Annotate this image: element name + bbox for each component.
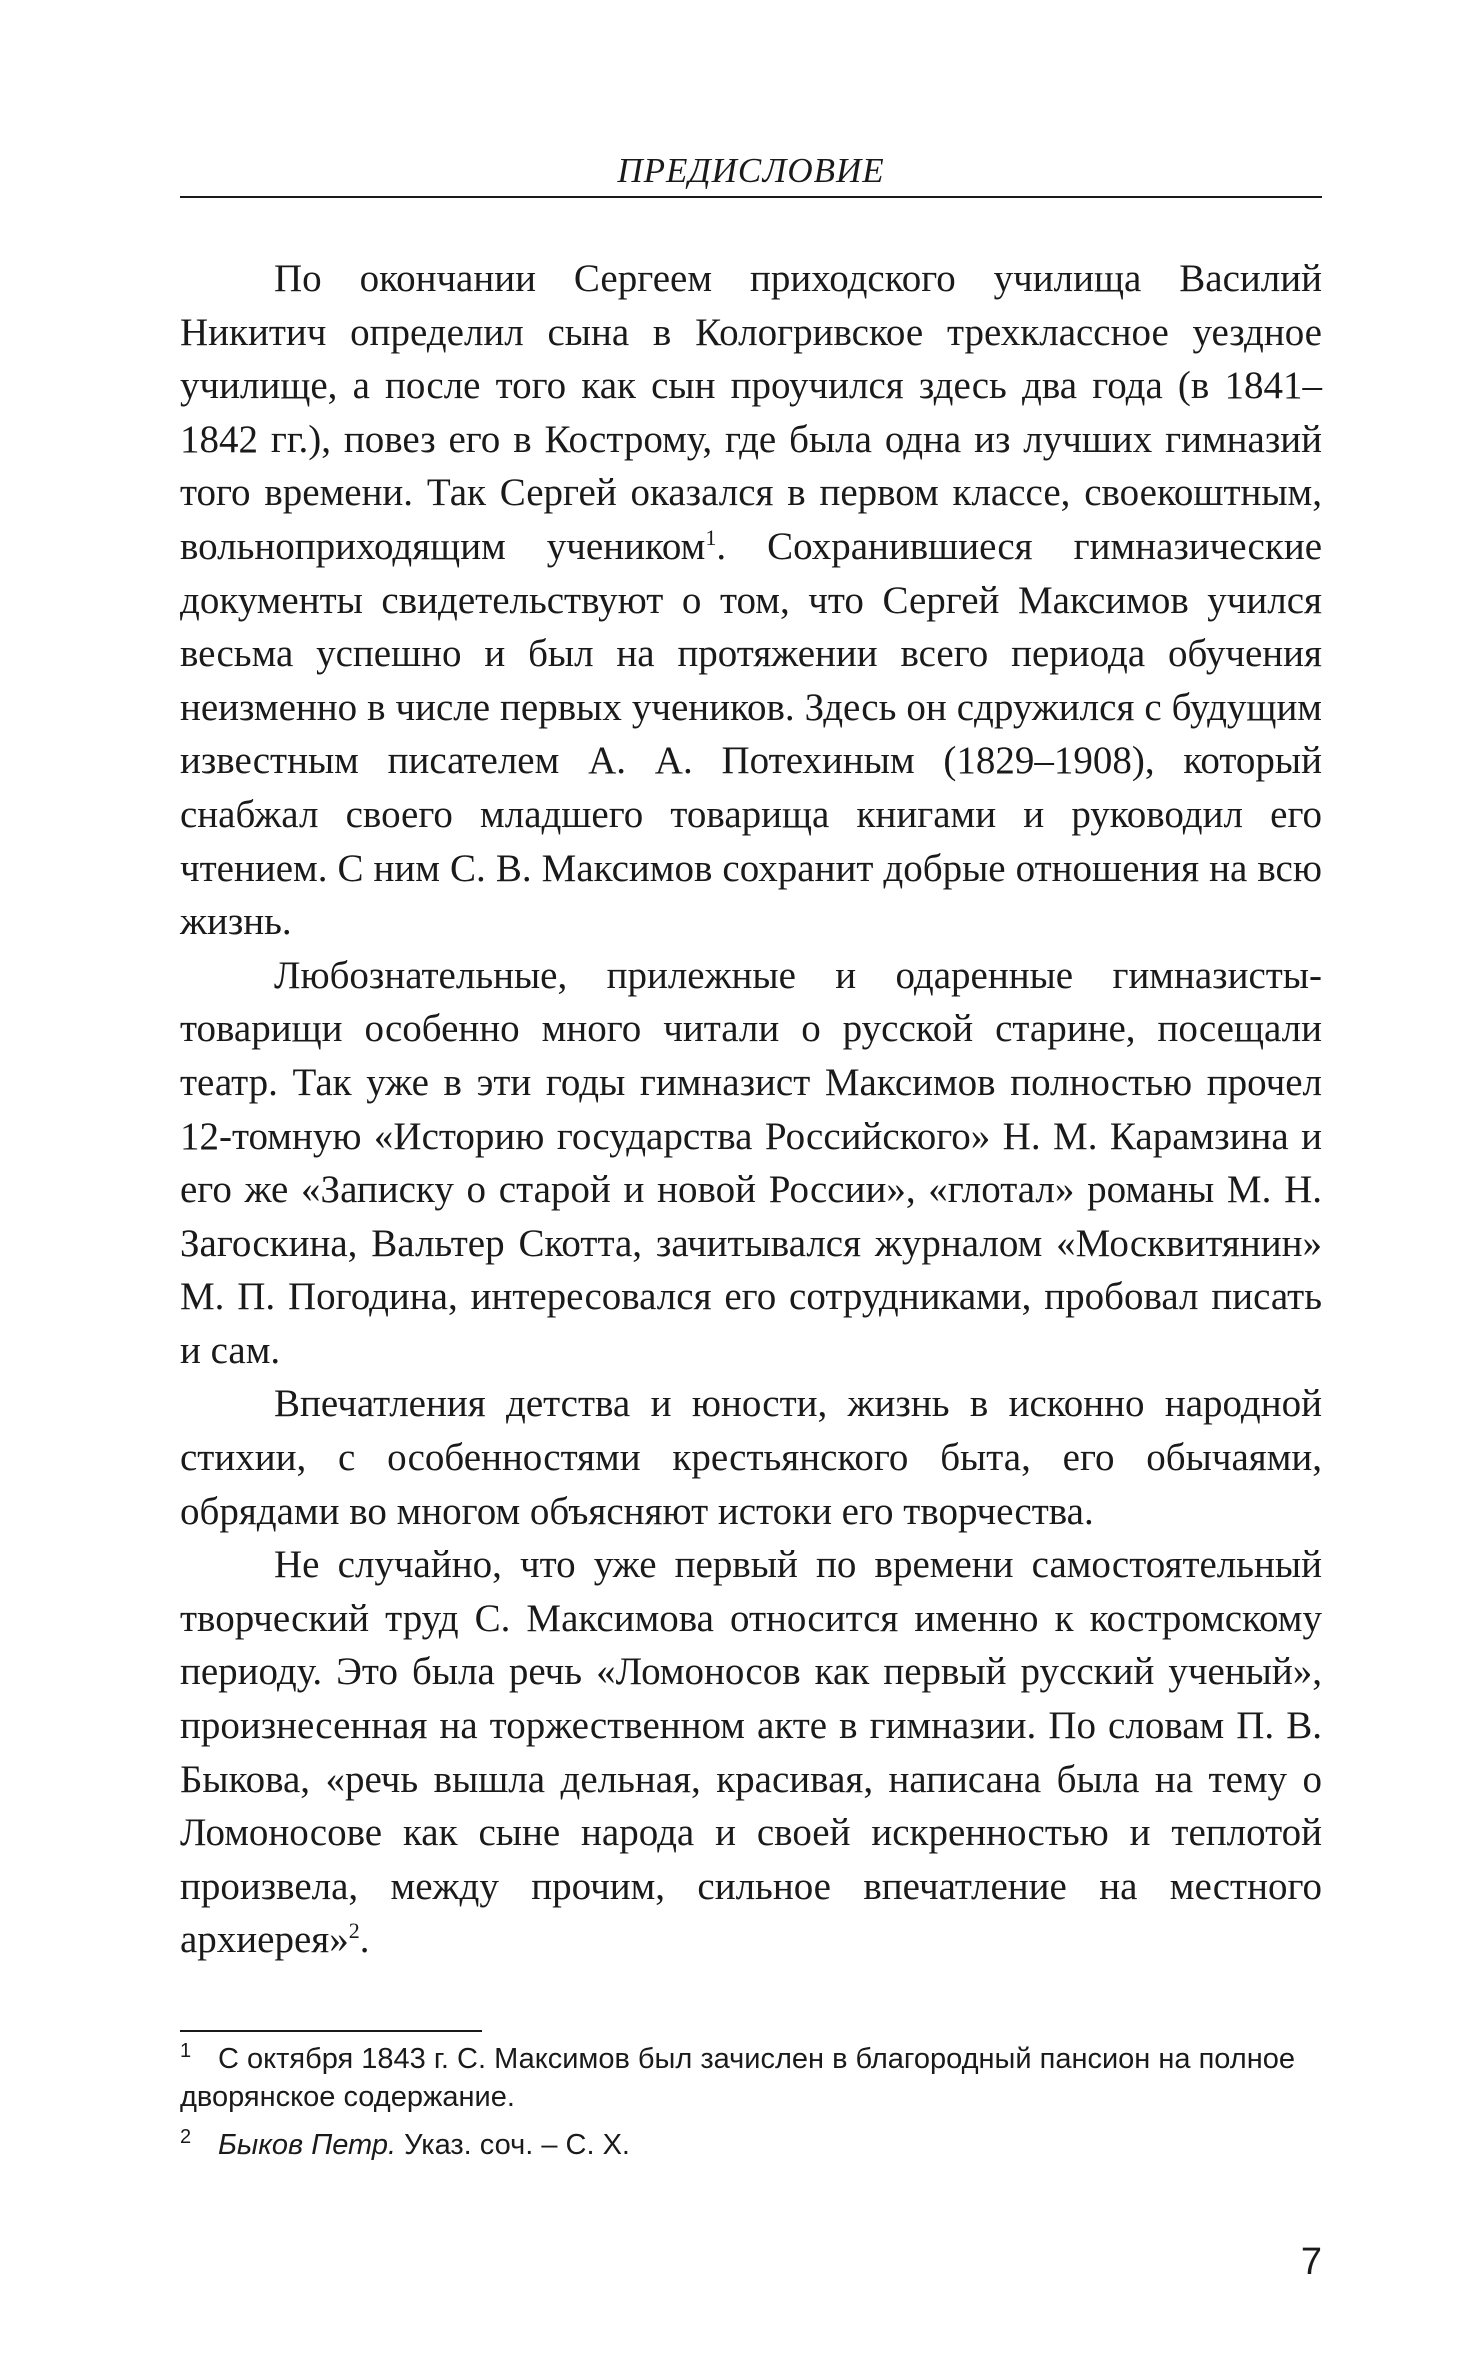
paragraph-4-text-b: .: [359, 1918, 370, 1962]
footnote-2: 2 Быков Петр. Указ. соч. – С. Х.: [180, 2126, 630, 2161]
paragraph-1-text-a: По окончании Сергеем приходского училища Василий Никитич определил сына в Кологривское трехклассное уездное училище, а после того как сын проучился здесь два года (в 1841–1842 гг.), повез его в Кострому, где была одна из лучших гимназий того времени. Так Сергей оказался в первом классе, своекоштным, вольноприходящим учеником: [180, 257, 1322, 568]
footnote-1-text: С октября 1843 г. С. Максимов был зачислен в благородный пансион на полное дворянское содержание.: [180, 2043, 1295, 2113]
header-rule: [180, 196, 1322, 198]
body-text: [180, 252, 1322, 1967]
footnote-1: 1 С октября 1843 г. С. Максимов был зачислен в благородный пансион на полное дворянское содержание.: [180, 2040, 1295, 2113]
paragraph-4: [180, 1538, 1322, 1967]
paragraph-4-text-a: Не случайно, что уже первый по времени самостоятельный творческий труд С. Максимова относится именно к костромскому периоду. Это была речь «Ломоносов как первый русский ученый», произнесенная на торжественном акте в гимназии. По словам П. В. Быкова, «речь вышла дельная, красивая, написана была на тему о Ломоносове как сыне народа и своей искренностью и теплотой произвела, между прочим, сильное впечатление на местного архиерея»: [180, 1543, 1322, 1962]
paragraph-3: Впечатления детства и юности, жизнь в исконно народной стихии, с особенностями крестьянского быта, его обычаями, обрядами во многом объясняют истоки его творчества.: [180, 1382, 1322, 1533]
footnote-ref-2[interactable]: 2: [348, 1918, 360, 1944]
footnote-2-text: Указ. соч. – С. Х.: [396, 2129, 630, 2161]
paragraph-2: Любознательные, прилежные и одаренные гимназисты-товарищи особенно много читали о русской старине, посещали театр. Так уже в эти годы гимназист Максимов полностью прочел 12-томную «Историю государства Российского» Н. М. Карамзина и его же «Записку о старой и новой России», «глотал» романы М. Н. Загоскина, Вальтер Скотта, зачитывался журналом «Москвитянин» М. П. Погодина, интересовался его сотрудниками, пробовал писать и сам.: [180, 953, 1322, 1372]
paragraph-1-text-b: . Сохранившиеся гимназические документы свидетельствуют о том, что Сергей Максимов учился весьма успешно и был на протяжении всего периода обучения неизменно в числе первых учеников. Здесь он сдружился с будущим известным писателем А. А. Потехиным (1829–1908), который снабжал своего младшего товарища книгами и руководил его чтением. С ним С. В. Максимов сохранит добрые отношения на всю жизнь.: [180, 524, 1322, 944]
running-header: ПРЕДИСЛОВИЕ: [617, 151, 885, 190]
paragraph-1: [180, 252, 1322, 949]
page-number: 7: [1300, 2241, 1322, 2283]
footnote-2-author: Быков Петр.: [218, 2129, 397, 2161]
footnote-ref-1[interactable]: 1: [705, 524, 717, 550]
footnote-rule: [180, 2030, 482, 2032]
footnotes: [180, 2040, 1322, 2174]
